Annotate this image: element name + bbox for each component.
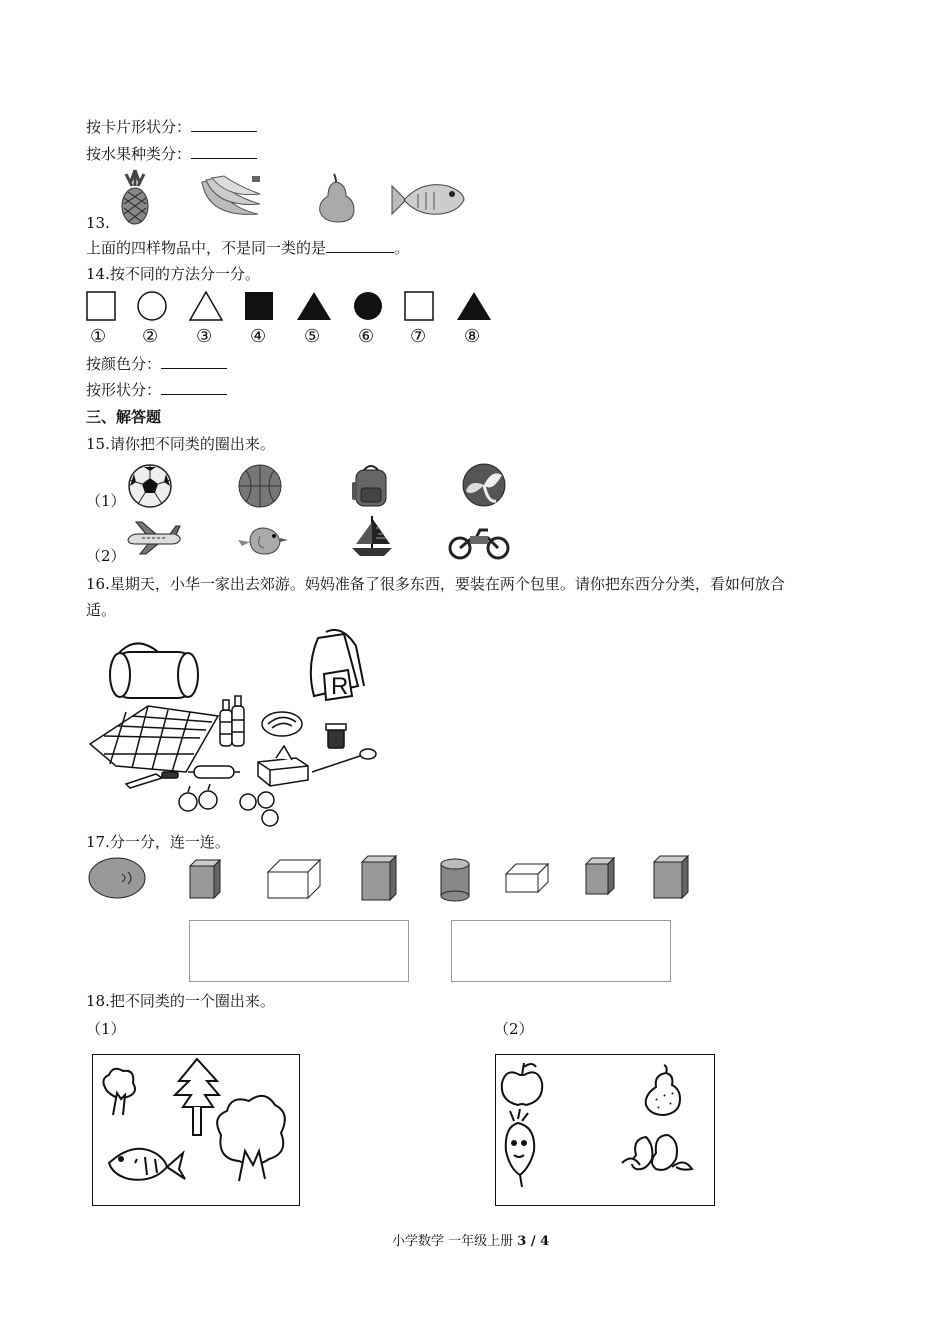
q14-label-2: ② [142,326,159,347]
black-square-shape [245,292,273,320]
q18-part1-label: （1） [86,1020,126,1038]
footer-page-number: 3 / 4 [517,1234,550,1249]
q15-title: 15.请你把不同类的圈出来。 [86,435,275,453]
black-triangle-shape-1 [297,292,331,320]
q15-row2-label: （2） [86,547,126,565]
q12-card-shape-label: 按卡片形状分： [86,118,192,136]
q13-question-text: 上面的四样物品中，不是同一类的是 [86,239,327,257]
oranges-icon [240,792,278,826]
q16-picnic-items [86,626,386,826]
motorcycle-icon[interactable] [448,526,510,560]
q18-frame-2-drawings [496,1055,714,1205]
pine-tree-icon[interactable] [175,1059,219,1135]
q14-label-7: ⑦ [410,326,427,347]
tall-box-shape-icon-1 [190,860,220,898]
q18-part2-label: （2） [494,1020,534,1038]
q14-color-blank[interactable] [161,354,227,369]
q18-title: 18.把不同类的一个圈出来。 [86,992,275,1010]
black-circle-shape [354,292,382,320]
banana-icon [198,174,264,224]
q14-shape-label: 按形状分： [86,381,162,399]
flat-box-shape-icon-1 [268,860,320,898]
radish-icon[interactable] [506,1109,534,1187]
sausage-icon [188,766,240,778]
pear-icon [316,172,358,224]
white-square-shape-1 [87,292,115,320]
q14-label-8: ⑧ [464,326,481,347]
q14-shapes-row [86,290,496,322]
knife-icon [126,772,178,788]
q14-label-1: ① [90,326,107,347]
snack-backpack-icon [311,630,364,700]
fish-drawing-icon[interactable] [109,1149,185,1180]
white-circle-shape [138,292,166,320]
q17-shapes-row [86,856,696,904]
apples-icon [179,784,217,811]
q14-label-5: ⑤ [304,326,321,347]
tall-box-shape-icon-3 [586,858,614,894]
pineapple-icon [118,168,152,226]
q15-row1-label: （1） [86,492,126,510]
white-square-shape-2 [405,292,433,320]
q16-text-line-1: 16.星期天，小华一家出去郊游。妈妈准备了很多东西，要装在两个包里。请你把东西分分类，看如何放合 [86,575,785,593]
q14-color-line [86,354,227,374]
q14-labels-row [86,326,506,348]
q13-blank[interactable] [326,238,394,253]
svg-text:R: R [331,673,349,700]
q18-frame-2 [495,1054,715,1206]
black-triangle-shape-2 [457,292,491,320]
section-3-title: 三、解答题 [86,408,162,426]
flat-box-shape-icon-2 [506,864,548,892]
big-tree-icon[interactable] [217,1096,285,1181]
q13-question-line [86,238,409,258]
peaches-icon[interactable] [622,1135,692,1170]
white-triangle-shape [190,292,222,320]
basketball-icon[interactable] [238,464,282,508]
q12-fruit-type-line [86,144,257,164]
q12-fruit-type-blank[interactable] [191,144,257,159]
small-tree-icon[interactable] [103,1069,135,1115]
q17-answer-box-right[interactable] [451,920,671,982]
q14-shape-blank[interactable] [161,380,227,395]
jam-jar-icon [326,724,346,748]
footer-subject: 小学数学 一年级上册 [392,1234,514,1249]
q12-fruit-type-label: 按水果种类分： [86,145,192,163]
tall-box-shape-icon-4 [654,856,688,898]
q14-label-4: ④ [250,326,267,347]
q13-number: 13. [86,214,110,232]
tissue-box-icon [258,746,308,786]
q17-answer-box-left[interactable] [189,920,409,982]
fish-icon [388,180,466,220]
q12-card-shape-blank[interactable] [191,117,257,132]
volleyball-icon[interactable] [462,463,506,507]
ball-shape-icon [89,858,145,898]
page-footer [392,1230,549,1249]
q13-end: 。 [394,239,410,257]
q14-color-label: 按颜色分： [86,355,162,373]
q14-label-3: ③ [196,326,213,347]
q18-frame-1-drawings [93,1055,299,1205]
pear-drawing-icon[interactable] [646,1065,680,1115]
bread-roll-icon [262,712,302,736]
airplane-icon[interactable] [126,522,182,556]
cylinder-shape-icon [441,859,469,901]
backpack-icon[interactable] [350,462,392,508]
soccer-ball-icon[interactable] [128,464,172,508]
duffel-bag-icon [110,643,198,698]
tall-box-shape-icon-2 [362,856,396,900]
sailboat-icon[interactable] [350,514,394,558]
q14-label-6: ⑥ [358,326,375,347]
q18-frame-1 [92,1054,300,1206]
bird-icon[interactable] [236,522,290,558]
apple-icon[interactable] [502,1063,542,1105]
q17-title: 17.分一分，连一连。 [86,833,230,851]
q14-shape-line [86,380,227,400]
q14-title: 14.按不同的方法分一分。 [86,265,260,283]
water-bottles-icon [220,696,244,746]
spoon-icon [312,749,376,772]
q16-text-line-2: 适。 [86,601,117,619]
picnic-mat-icon [90,706,218,772]
q12-card-shape-line [86,117,257,137]
